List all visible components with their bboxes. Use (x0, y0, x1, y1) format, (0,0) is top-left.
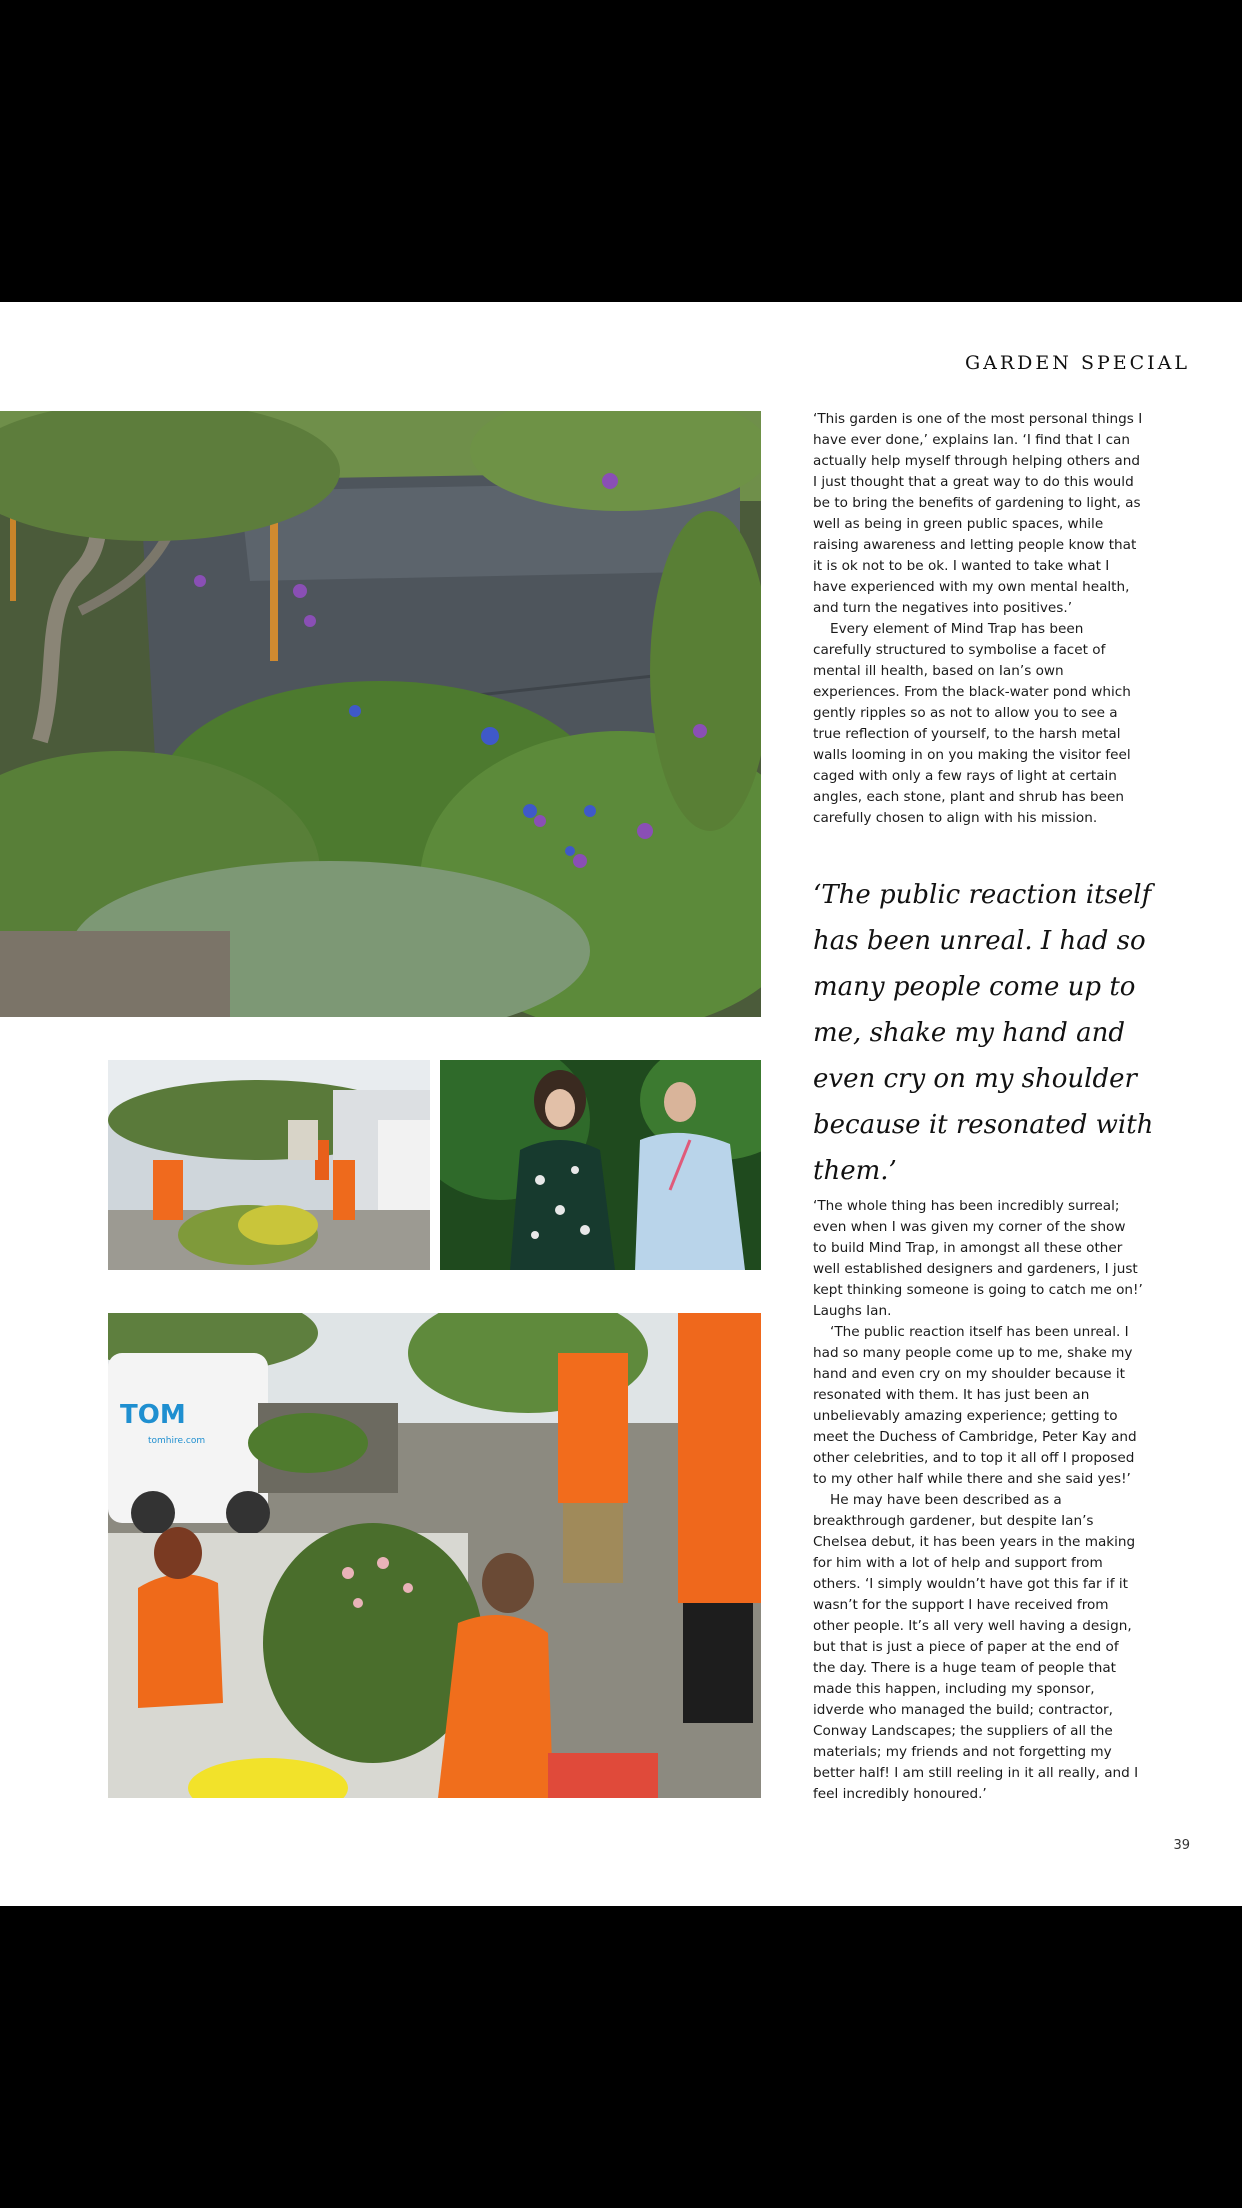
section-label: GARDEN SPECIAL (964, 352, 1190, 374)
paragraph: Every element of Mind Trap has been carefully structured to symbolise a facet of mental ill health, based on Ian’s own experiences. From the black-water pond which gently ripples so as not to allow you to see a true reflection of yourself, to the harsh metal walls looming in on you making the visitor feel caged with only a few rays of light at certain angles, each stone, plant and shrub has been carefully chosen to align with his mission. (813, 621, 1131, 826)
paragraph: ‘The public reaction itself has been unreal. I had so many people come up to me, shake my hand and even cry on my shoulder because it resonated with them. It has just been an unbelievably amazing experience; getting to meet the Duchess of Cambridge, Peter Kay and other celebrities, and to top it all off I proposed to my other half while there and she said yes!’ (813, 1324, 1137, 1487)
planting-photo (108, 1313, 761, 1798)
van-brand-text: TOM (120, 1400, 186, 1430)
van-url-text: tomhire.com (148, 1436, 206, 1446)
intro-text (813, 409, 1143, 829)
page-number: 39 (1173, 1838, 1190, 1853)
crew-photo (108, 1060, 430, 1270)
paragraph: ‘The whole thing has been incredibly surreal; even when I was given my corner of the show to build Mind Trap, in amongst all these other well established designers and gardeners, I just kept thinking someone is going to catch me on!’ Laughs Ian. (813, 1198, 1143, 1319)
paragraph: ‘This garden is one of the most personal things I have ever done,’ explains Ian. ‘I find that I can actually help myself through helping others and I just thought that a great way to do this would be to bring the benefits of gardening to light, as well as being in green public spaces, while raising awareness and letting people know that it is ok not to be ok. I wanted to take what I have experienced with my own mental health, and turn the negatives into positives.’ (813, 411, 1143, 616)
pull-quote: ‘The public reaction itself has been unreal. I had so many people come up to me, shake my hand and even cry on my shoulder because it resonated with them.’ (813, 880, 1154, 1186)
magazine-page (0, 302, 1242, 1906)
garden-photo (0, 411, 761, 1017)
paragraph: He may have been described as a breakthrough gardener, but despite Ian’s Chelsea debut, it has been years in the making for him with a lot of help and support from others. ‘I simply wouldn’t have got this far if it wasn’t for the support I have received from other people. It’s all very well having a design, but that is just a piece of paper at the end of the day. There is a huge team of people that made this happen, including my sponsor, idverde who managed the build; contractor, Conway Landscapes; the suppliers of all the materials; my friends and not forgetting my better half! I am still reeling in it all really, and I feel incredibly honoured.’ (813, 1492, 1139, 1802)
closing-text (813, 1196, 1143, 1805)
meeting-photo (440, 1060, 761, 1270)
